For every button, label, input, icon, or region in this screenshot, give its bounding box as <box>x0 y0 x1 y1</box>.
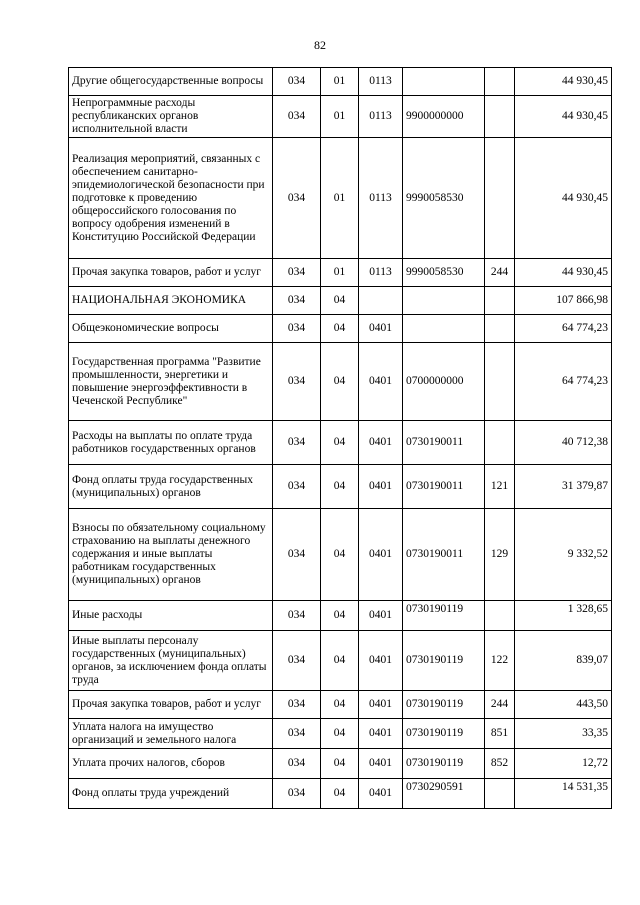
row-name: Иные выплаты персоналу государственных (муниципальных) органов, за исключением фонда оплаты труда <box>69 631 273 691</box>
section-code: 04 <box>321 509 359 601</box>
subsection-code: 0401 <box>359 421 403 465</box>
table-row <box>69 779 612 809</box>
expense-type-code <box>485 68 515 96</box>
subsection-code: 0401 <box>359 719 403 749</box>
subsection-code: 0401 <box>359 779 403 809</box>
table-row <box>69 749 612 779</box>
expense-type-code <box>485 779 515 809</box>
section-code: 04 <box>321 691 359 719</box>
row-name: Иные расходы <box>69 601 273 631</box>
ministry-code: 034 <box>273 287 321 315</box>
expense-type-code <box>485 601 515 631</box>
subsection-code: 0113 <box>359 138 403 259</box>
amount: 44 930,45 <box>515 96 612 138</box>
subsection-code: 0401 <box>359 631 403 691</box>
row-name: Фонд оплаты труда учреждений <box>69 779 273 809</box>
target-article-code <box>403 287 485 315</box>
ministry-code: 034 <box>273 421 321 465</box>
expense-type-code <box>485 287 515 315</box>
subsection-code: 0401 <box>359 601 403 631</box>
table-row <box>69 719 612 749</box>
section-code: 04 <box>321 343 359 421</box>
row-name: Другие общегосударственные вопросы <box>69 68 273 96</box>
row-name: Общеэкономические вопросы <box>69 315 273 343</box>
table-row <box>69 138 612 259</box>
ministry-code: 034 <box>273 259 321 287</box>
expense-type-code <box>485 421 515 465</box>
table-row <box>69 509 612 601</box>
target-article-code <box>403 315 485 343</box>
target-article-code: 0730190119 <box>403 691 485 719</box>
target-article-code: 0730190119 <box>403 631 485 691</box>
subsection-code: 0113 <box>359 96 403 138</box>
target-article-code: 9900000000 <box>403 96 485 138</box>
row-name: Прочая закупка товаров, работ и услуг <box>69 691 273 719</box>
table-row <box>69 315 612 343</box>
row-name: Прочая закупка товаров, работ и услуг <box>69 259 273 287</box>
table-row <box>69 601 612 631</box>
expense-type-code: 852 <box>485 749 515 779</box>
amount: 12,72 <box>515 749 612 779</box>
expense-type-code <box>485 315 515 343</box>
target-article-code: 0730190011 <box>403 465 485 509</box>
amount: 31 379,87 <box>515 465 612 509</box>
target-article-code: 0730190119 <box>403 601 485 631</box>
section-code: 04 <box>321 287 359 315</box>
table-row <box>69 259 612 287</box>
amount: 33,35 <box>515 719 612 749</box>
amount: 14 531,35 <box>515 779 612 809</box>
section-code: 01 <box>321 138 359 259</box>
amount: 40 712,38 <box>515 421 612 465</box>
expense-type-code <box>485 343 515 421</box>
section-code: 01 <box>321 259 359 287</box>
amount: 107 866,98 <box>515 287 612 315</box>
section-code: 04 <box>321 749 359 779</box>
section-code: 04 <box>321 631 359 691</box>
section-code: 04 <box>321 719 359 749</box>
table-row <box>69 68 612 96</box>
target-article-code: 0730190011 <box>403 421 485 465</box>
target-article-code: 0730190119 <box>403 719 485 749</box>
row-name: Реализация мероприятий, связанных с обеспечением санитарно-эпидемиологической безопасности при подготовке к проведению общероссийского голосования по вопросу одобрения изменений в Конституцию Российской Федерации <box>69 138 273 259</box>
ministry-code: 034 <box>273 691 321 719</box>
section-code: 04 <box>321 421 359 465</box>
target-article-code: 9990058530 <box>403 259 485 287</box>
ministry-code: 034 <box>273 601 321 631</box>
row-name: Фонд оплаты труда государственных (муниципальных) органов <box>69 465 273 509</box>
amount: 9 332,52 <box>515 509 612 601</box>
table-row <box>69 96 612 138</box>
subsection-code: 0401 <box>359 465 403 509</box>
ministry-code: 034 <box>273 138 321 259</box>
ministry-code: 034 <box>273 315 321 343</box>
table-row <box>69 287 612 315</box>
table-row <box>69 421 612 465</box>
row-name: Взносы по обязательному социальному страхованию на выплаты денежного содержания и иные выплаты работникам государственных (муниципальных) органов <box>69 509 273 601</box>
expense-type-code: 244 <box>485 691 515 719</box>
section-code: 01 <box>321 68 359 96</box>
section-code: 04 <box>321 315 359 343</box>
subsection-code: 0401 <box>359 509 403 601</box>
subsection-code <box>359 287 403 315</box>
ministry-code: 034 <box>273 719 321 749</box>
row-name: Уплата налога на имущество организаций и земельного налога <box>69 719 273 749</box>
target-article-code: 0700000000 <box>403 343 485 421</box>
row-name: НАЦИОНАЛЬНАЯ ЭКОНОМИКА <box>69 287 273 315</box>
expense-type-code: 121 <box>485 465 515 509</box>
expense-type-code: 122 <box>485 631 515 691</box>
ministry-code: 034 <box>273 779 321 809</box>
amount: 64 774,23 <box>515 315 612 343</box>
row-name: Расходы на выплаты по оплате труда работников государственных органов <box>69 421 273 465</box>
target-article-code: 0730190119 <box>403 749 485 779</box>
target-article-code: 0730290591 <box>403 779 485 809</box>
budget-table <box>68 67 612 809</box>
row-name: Непрограммные расходы республиканских органов исполнительной власти <box>69 96 273 138</box>
section-code: 01 <box>321 96 359 138</box>
expense-type-code <box>485 138 515 259</box>
amount: 44 930,45 <box>515 68 612 96</box>
section-code: 04 <box>321 465 359 509</box>
section-code: 04 <box>321 779 359 809</box>
subsection-code: 0113 <box>359 68 403 96</box>
amount: 44 930,45 <box>515 138 612 259</box>
ministry-code: 034 <box>273 68 321 96</box>
expense-type-code: 244 <box>485 259 515 287</box>
ministry-code: 034 <box>273 343 321 421</box>
amount: 64 774,23 <box>515 343 612 421</box>
target-article-code: 0730190011 <box>403 509 485 601</box>
table-row <box>69 343 612 421</box>
table-row <box>69 691 612 719</box>
section-code: 04 <box>321 601 359 631</box>
target-article-code <box>403 68 485 96</box>
ministry-code: 034 <box>273 631 321 691</box>
target-article-code: 9990058530 <box>403 138 485 259</box>
amount: 44 930,45 <box>515 259 612 287</box>
table-row <box>69 631 612 691</box>
ministry-code: 034 <box>273 465 321 509</box>
page-number: 82 <box>314 38 326 52</box>
table-row <box>69 465 612 509</box>
ministry-code: 034 <box>273 749 321 779</box>
subsection-code: 0401 <box>359 749 403 779</box>
amount: 443,50 <box>515 691 612 719</box>
row-name: Государственная программа "Развитие промышленности, энергетики и повышение энергоэффективности в Чеченской Республике" <box>69 343 273 421</box>
expense-type-code <box>485 96 515 138</box>
table-body <box>69 68 612 809</box>
amount: 839,07 <box>515 631 612 691</box>
subsection-code: 0401 <box>359 315 403 343</box>
ministry-code: 034 <box>273 509 321 601</box>
subsection-code: 0113 <box>359 259 403 287</box>
subsection-code: 0401 <box>359 691 403 719</box>
ministry-code: 034 <box>273 96 321 138</box>
expense-type-code: 129 <box>485 509 515 601</box>
expense-type-code: 851 <box>485 719 515 749</box>
subsection-code: 0401 <box>359 343 403 421</box>
row-name: Уплата прочих налогов, сборов <box>69 749 273 779</box>
amount: 1 328,65 <box>515 601 612 631</box>
